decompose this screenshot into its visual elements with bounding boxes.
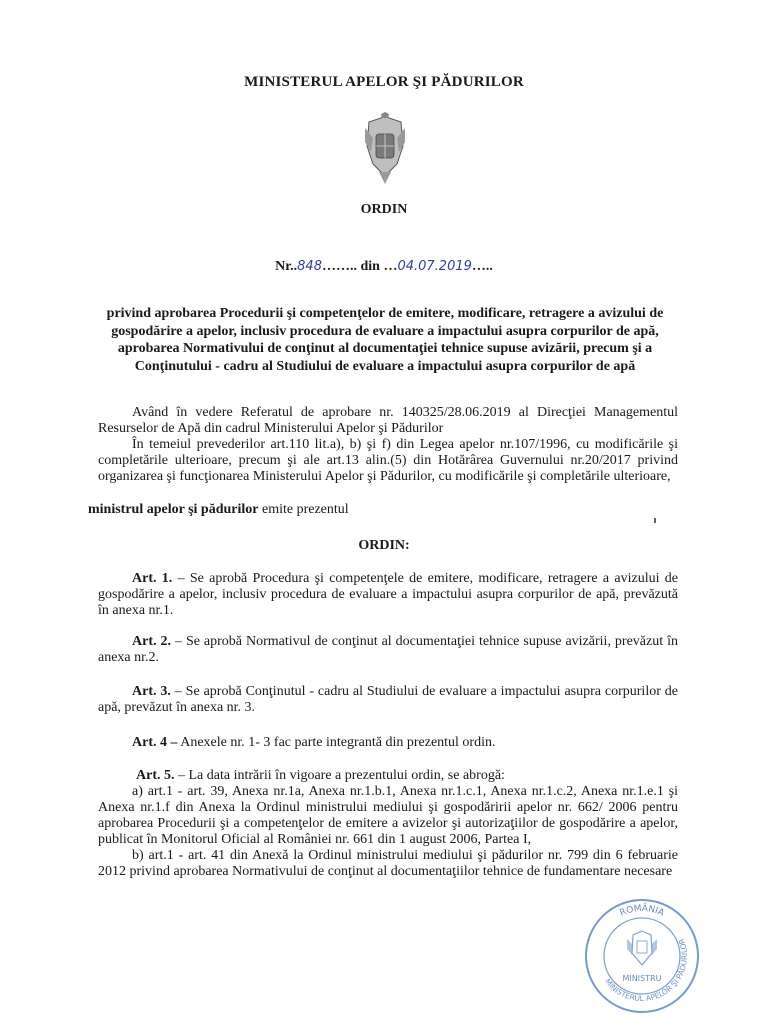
issuer-line — [88, 502, 668, 518]
article-5-point-a-text: a) art.1 - art. 39, Anexa nr.1a, Anexa nr.1.b.1, Anexa nr.1.c.1, Anexa nr.1.c.2, Anexa nr.1.e.1 şi Anexa nr.1.f din Anexa la Ordinul ministrului mediului şi gospodăririi apelor nr. 662/ 2006 pentru aprobarea Procedurii şi a competenţelor de emitere a avizelor şi autorizaţiilor de gospodărire a apelor, publicat în Monitorul Oficial al României nr. 661 din 1 august 2006, Partea I, — [98, 784, 678, 847]
stamp-ring-text: MINISTERUL APELOR ŞI PĂDURILOR — [603, 937, 690, 1004]
preamble-text-2: În temeiul prevederilor art.110 lit.a), b) şi f) din Legea apelor nr.107/1996, cu modificările şi completările ulterioare, precum şi ale art.13 alin.(5) din Hotărârea Guvernului nr.20/2017 privind organizarea şi funcţionarea Ministerului Apelor şi Pădurilor, cu modificările şi completările ulterioare, — [98, 437, 678, 484]
ordin-heading: ORDIN: — [358, 538, 410, 553]
issuer-rest: emite prezentul — [258, 502, 349, 517]
article-4 — [98, 735, 678, 751]
article-5 — [98, 768, 678, 784]
article-4-text: Anexele nr. 1- 3 fac parte integrantă din prezentul ordin. — [177, 735, 496, 750]
nr-dots: …….. — [321, 259, 357, 274]
article-2-label: Art. 2. — [132, 634, 171, 649]
preamble-paragraph-2 — [98, 437, 678, 485]
number-date-line — [0, 259, 768, 275]
stamp-top-text: ROMÂNIA — [618, 903, 666, 919]
ministry-header: MINISTERUL APELOR ŞI PĂDURILOR — [244, 74, 524, 90]
stray-mark — [654, 518, 656, 523]
official-stamp — [583, 897, 701, 1015]
preamble-paragraph-1 — [98, 405, 678, 437]
article-3 — [98, 684, 678, 716]
article-3-text: – Se aprobă Conţinutul - cadru al Studiului de evaluare a impactului asupra corpurilor de apă, prevăzut în anexa nr. 3. — [98, 684, 678, 715]
article-1-text: – Se aprobă Procedura şi competenţele de emitere, modificare, retragere a avizului de gospodărire a apelor, inclusiv procedura de evaluare a impactului asupra corpurilor de apă, prevăzută în anexa nr.1. — [98, 571, 678, 618]
article-5-text: – La data intrării în vigoare a prezentului ordin, se abrogă: — [174, 768, 505, 783]
stamp-coat-of-arms-icon — [627, 931, 657, 965]
article-5-point-b-text: b) art.1 - art. 41 din Anexă la Ordinul ministrului mediului şi pădurilor nr. 799 din 6 februarie 2012 privind aprobarea Normativului de conţinut al documentaţiilor tehnice de fundamentare necesare — [98, 848, 678, 879]
issuer-bold: ministrul apelor şi pădurilor — [88, 502, 259, 517]
article-2-text: – Se aprobă Normativul de conţinut al documentaţiei tehnice supuse avizării, prevăzut în anexa nr.2. — [98, 634, 678, 665]
coat-of-arms-icon — [363, 112, 407, 190]
article-5-label: Art. 5. — [136, 768, 175, 783]
article-5-point-a — [98, 784, 678, 848]
din-label: din … — [356, 259, 398, 274]
handwritten-date: 04.07.2019 — [397, 259, 472, 274]
article-4-label: Art. 4 – — [132, 735, 178, 750]
order-subject: privind aprobarea Procedurii şi competenţelor de emitere, modificare, retragere a avizului de gospodărire a apelor, inclusiv procedura de evaluare a impactului asupra corpurilor de apă, aprobarea Normativului de conţinut al documentaţiei tehnice supuse avizării, precum şi a Conţinutului - cadru al Studiului de evaluare a impactului asupra corpurilor de apă — [106, 306, 664, 374]
stamp-center-text: MINISTRU — [622, 974, 662, 983]
document-type-title: ORDIN — [360, 202, 408, 217]
handwritten-number: 848 — [297, 259, 322, 274]
preamble-text-1: Având în vedere Referatul de aprobare nr. 140325/28.06.2019 al Direcţiei Managementul Resurselor de Apă din cadrul Ministerului Apelor şi Pădurilor — [98, 405, 678, 436]
date-dots: ….. — [471, 259, 493, 274]
article-2 — [98, 634, 678, 666]
article-3-label: Art. 3. — [132, 684, 171, 699]
article-5-point-b — [98, 848, 678, 880]
article-1-label: Art. 1. — [132, 571, 173, 586]
article-1 — [98, 571, 678, 619]
nr-prefix: Nr.. — [275, 259, 298, 274]
